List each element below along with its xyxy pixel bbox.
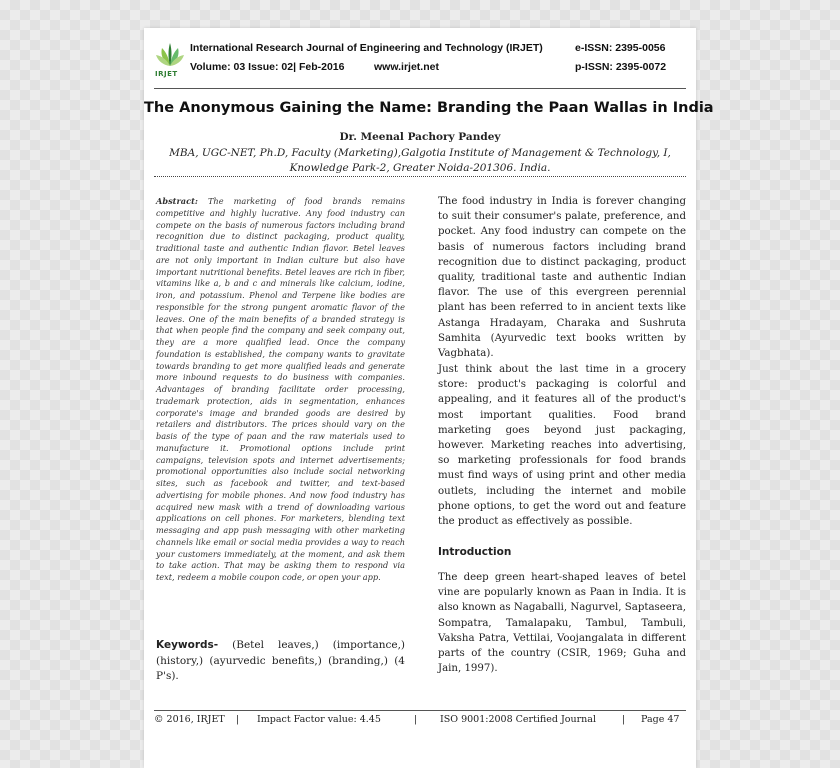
e-issn: e-ISSN: 2395-0056 xyxy=(575,42,666,54)
footer-iso: ISO 9001:2008 Certified Journal xyxy=(440,714,596,725)
header-rule xyxy=(154,88,686,89)
keywords xyxy=(156,638,405,685)
journal-header xyxy=(154,40,686,80)
journal-name: International Research Journal of Engineering and Technology (IRJET) xyxy=(190,42,543,54)
author-name: Dr. Meenal Pachory Pandey xyxy=(339,131,501,143)
footer-separator: | xyxy=(236,714,240,725)
footer-separator: | xyxy=(414,714,418,725)
footer-separator: | xyxy=(622,714,626,725)
dotted-divider xyxy=(154,176,686,177)
abstract-label: Abstract: xyxy=(156,196,198,206)
volume-issue: Volume: 03 Issue: 02| Feb-2016 xyxy=(190,61,345,73)
document-page xyxy=(144,28,714,768)
footer-page-number: Page 47 xyxy=(641,714,680,725)
footer-copyright: © 2016, IRJET xyxy=(154,714,225,725)
paragraph-food-industry: The food industry in India is forever changing to suit their consumer's palate, preference, and pocket. Any food industry can compete on the basis of numerous factors including brand recognition due to distinct packaging, product quality, traditional taste and authentic Indian flavor. The use of this evergreen perennial plant has been referred to in ancient texts like Astanga Hradayam, Charaka and Sushruta Samhita (Ayurvedic text books written by Vagbhata). xyxy=(438,196,686,360)
introduction-heading: Introduction xyxy=(438,546,512,558)
p-issn: p-ISSN: 2395-0072 xyxy=(575,61,667,73)
paragraph-grocery-store: Just think about the last time in a grocery store: product's packaging is colorful and appealing, and it features all of the product's most important qualities. Food brand marketing goes beyond just packaging, however. Marketing reaches into advertising, so marketing professionals for food brands must find ways of using print and other media outlets, including the internet and mobile phone options, to get the word out and feature the product as effectively as possible. xyxy=(438,364,686,528)
article-title: The Anonymous Gaining the Name: Branding the Paan Wallas in India xyxy=(144,100,714,116)
abstract-text: The marketing of food brands remains competitive and highly lucrative. Any food industry can compete on the basis of numerous factors including brand recognition due to distinct packaging, product quality, traditional taste and authentic Indian flavor. Betel leaves are not only important in Indian culture but also have important nutritional benefits. Betel leaves are rich in fiber, vitamins like a, b and c and minerals like calcium, iodine, iron, and potassium. Phenol and Terpene like bodies are responsible for the strong pungent aromatic flavor of the leaves. One of the main benefits of a branded strategy is that when people find the company and seek company out, they are a more qualified lead. Once the company foundation is established, the company wants to gravitate towards branding to get more qualified leads and generate more inbound requests to do business with companies. Advantages of branding facilitate order processing, trademark protection, aids in segmentation, enhances corporate's image and branded goods are desired by retailers and distributors. The prices should vary on the basis of the type of paan and the raw materials used to manufacture it. Promotional options include print campaigns, television spots and internet advertisements; promotional opportunities also include social networking sites, such as facebook and twitter, and text-based advertising for mobile phones. And now food industry has acquired new mask with a trend of downloading various applications on cell phones. For marketers, blending text messaging and app push messaging with other marketing channels like email or social media provides a way to reach your customers immediately, at the moment, and ask them to take action. That may be asking them to respond via text, redeem a mobile coupon code, or open your app. xyxy=(156,196,405,582)
journal-website: www.irjet.net xyxy=(374,61,439,73)
abstract xyxy=(156,196,405,584)
footer-impact-factor: Impact Factor value: 4.45 xyxy=(257,714,381,725)
keywords-text: (Betel leaves,) (importance,) (history,) (ayurvedic benefits,) (branding,) (4 P's). xyxy=(156,639,405,682)
keywords-label: Keywords- xyxy=(156,639,219,651)
paragraph-introduction: The deep green heart-shaped leaves of betel vine are popularly known as Paan in India. It is also known as Nagaballi, Nagurvel, Saptaseera, Sompatra, Tamalapaku, Tambul, Tambuli, Vaksha Patra, Vettilai, Voojangalata in different parts of the country (CSIR, 1969; Guha and Jain, 1997). xyxy=(438,572,686,675)
footer-rule xyxy=(154,710,686,711)
irjet-logo-icon xyxy=(154,40,186,80)
logo-text: IRJET xyxy=(155,70,178,78)
author-affiliation: MBA, UGC-NET, Ph.D, Faculty (Marketing),Galgotia Institute of Management & Technology, I, Knowledge Park-2, Greater Noida-201306. India. xyxy=(169,147,671,174)
